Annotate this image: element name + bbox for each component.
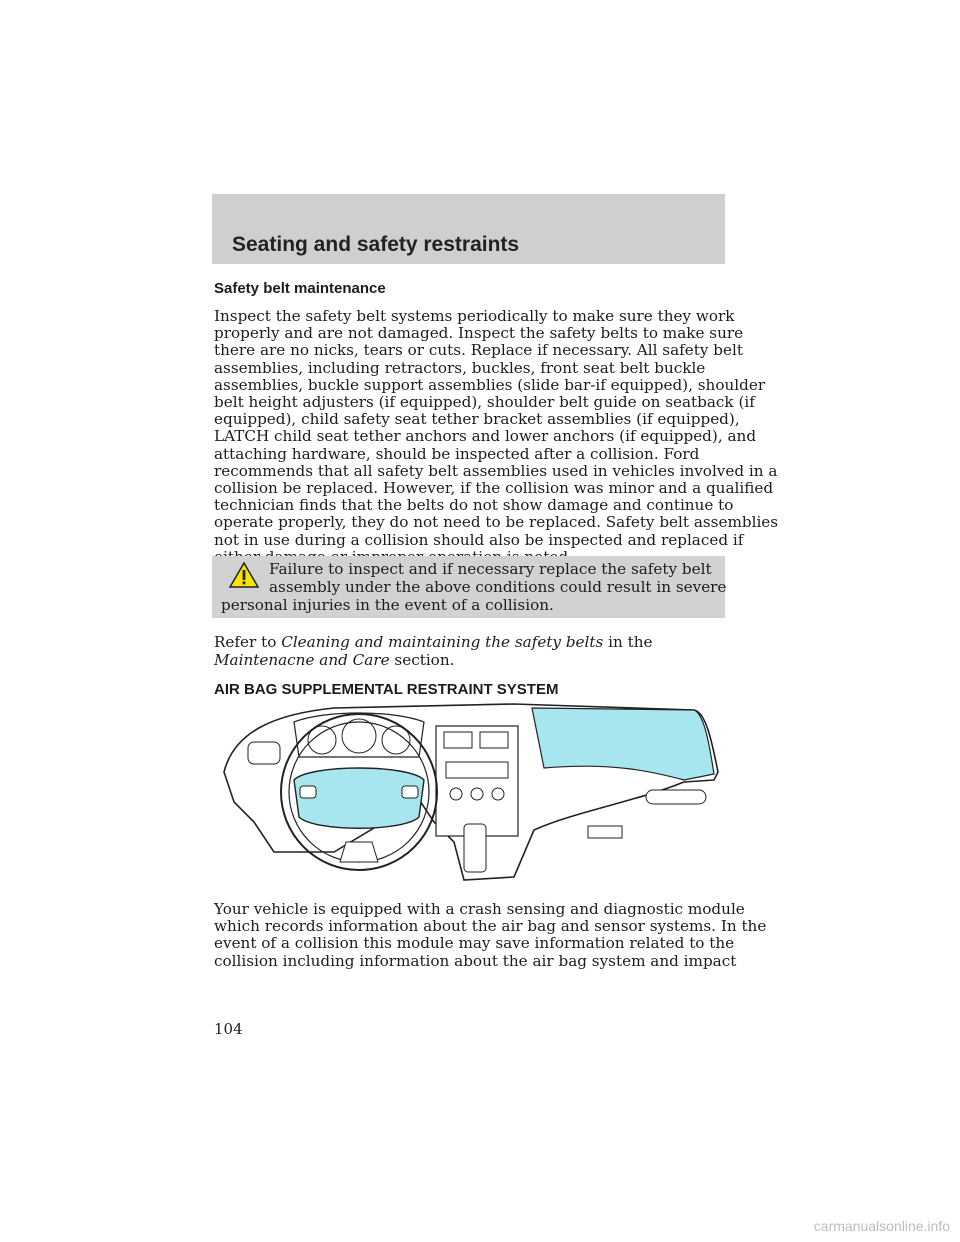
airbag-line: event of a collision this module may save information related to the (214, 934, 735, 953)
maintenance-line: LATCH child seat tether anchors and lower anchors (if equipped), and (214, 427, 757, 446)
maintenance-line: attaching hardware, should be inspected after a collision. Ford (214, 444, 700, 463)
warning-line: personal injuries in the event of a collision. (221, 596, 554, 614)
page-number: 104 (214, 1020, 243, 1038)
airbag-line: collision including information about the air bag system and impact (214, 951, 737, 970)
warning-line: Failure to inspect and if necessary replace the safety belt (269, 560, 712, 578)
maintenance-line: assemblies, including retractors, buckles, front seat belt buckle (214, 358, 706, 377)
maintenance-line: collision be replaced. However, if the collision was minor and a qualified (214, 479, 774, 497)
reference-mid: in the (608, 633, 653, 651)
maintenance-line: operate properly, they do not need to be replaced. Safety belt assemblies (214, 513, 779, 532)
warning-line: assembly under the above conditions could result in severe (269, 578, 727, 596)
page-title: Seating and safety restraints (232, 233, 520, 256)
warning-triangle-icon (229, 562, 259, 588)
reference-link-cleaning[interactable]: Cleaning and maintaining the safety belts (281, 633, 604, 651)
watermark: carmanualsonline.info (813, 1218, 950, 1234)
maintenance-line: properly and are not damaged. Inspect the safety belts to make sure (214, 324, 744, 343)
maintenance-line: not in use during a collision should also be inspected and replaced if (214, 530, 744, 549)
maintenance-line: assemblies, buckle support assemblies (slide bar-if equipped), shoulder (214, 375, 766, 394)
maintenance-line: Inspect the safety belt systems periodically to make sure they work (214, 307, 735, 325)
airbag-heading: AIR BAG SUPPLEMENTAL RESTRAINT SYSTEM (214, 681, 559, 698)
maintenance-heading: Safety belt maintenance (214, 280, 386, 297)
maintenance-line: belt height adjusters (if equipped), shoulder belt guide on seatback (if (214, 393, 755, 411)
reference-line-2 (214, 651, 454, 669)
dashboard-illustration (214, 702, 724, 887)
maintenance-line: technician finds that the belts do not show damage and continue to (214, 496, 734, 515)
airbag-line: Your vehicle is equipped with a crash sensing and diagnostic module (214, 900, 745, 918)
maintenance-line: there are no nicks, tears or cuts. Replace if necessary. All safety belt (214, 341, 743, 360)
airbag-line: which records information about the air bag and sensor systems. In the (214, 917, 767, 936)
maintenance-line: recommends that all safety belt assemblies used in vehicles involved in a (214, 461, 778, 480)
maintenance-line: equipped), child safety seat tether bracket assemblies (if equipped), (214, 410, 740, 429)
reference-prefix: Refer to (214, 633, 277, 651)
reference-link-maintenance[interactable]: Maintenacne and Care (214, 651, 390, 669)
reference-suffix: section. (394, 651, 455, 669)
reference-line-1 (214, 633, 652, 651)
